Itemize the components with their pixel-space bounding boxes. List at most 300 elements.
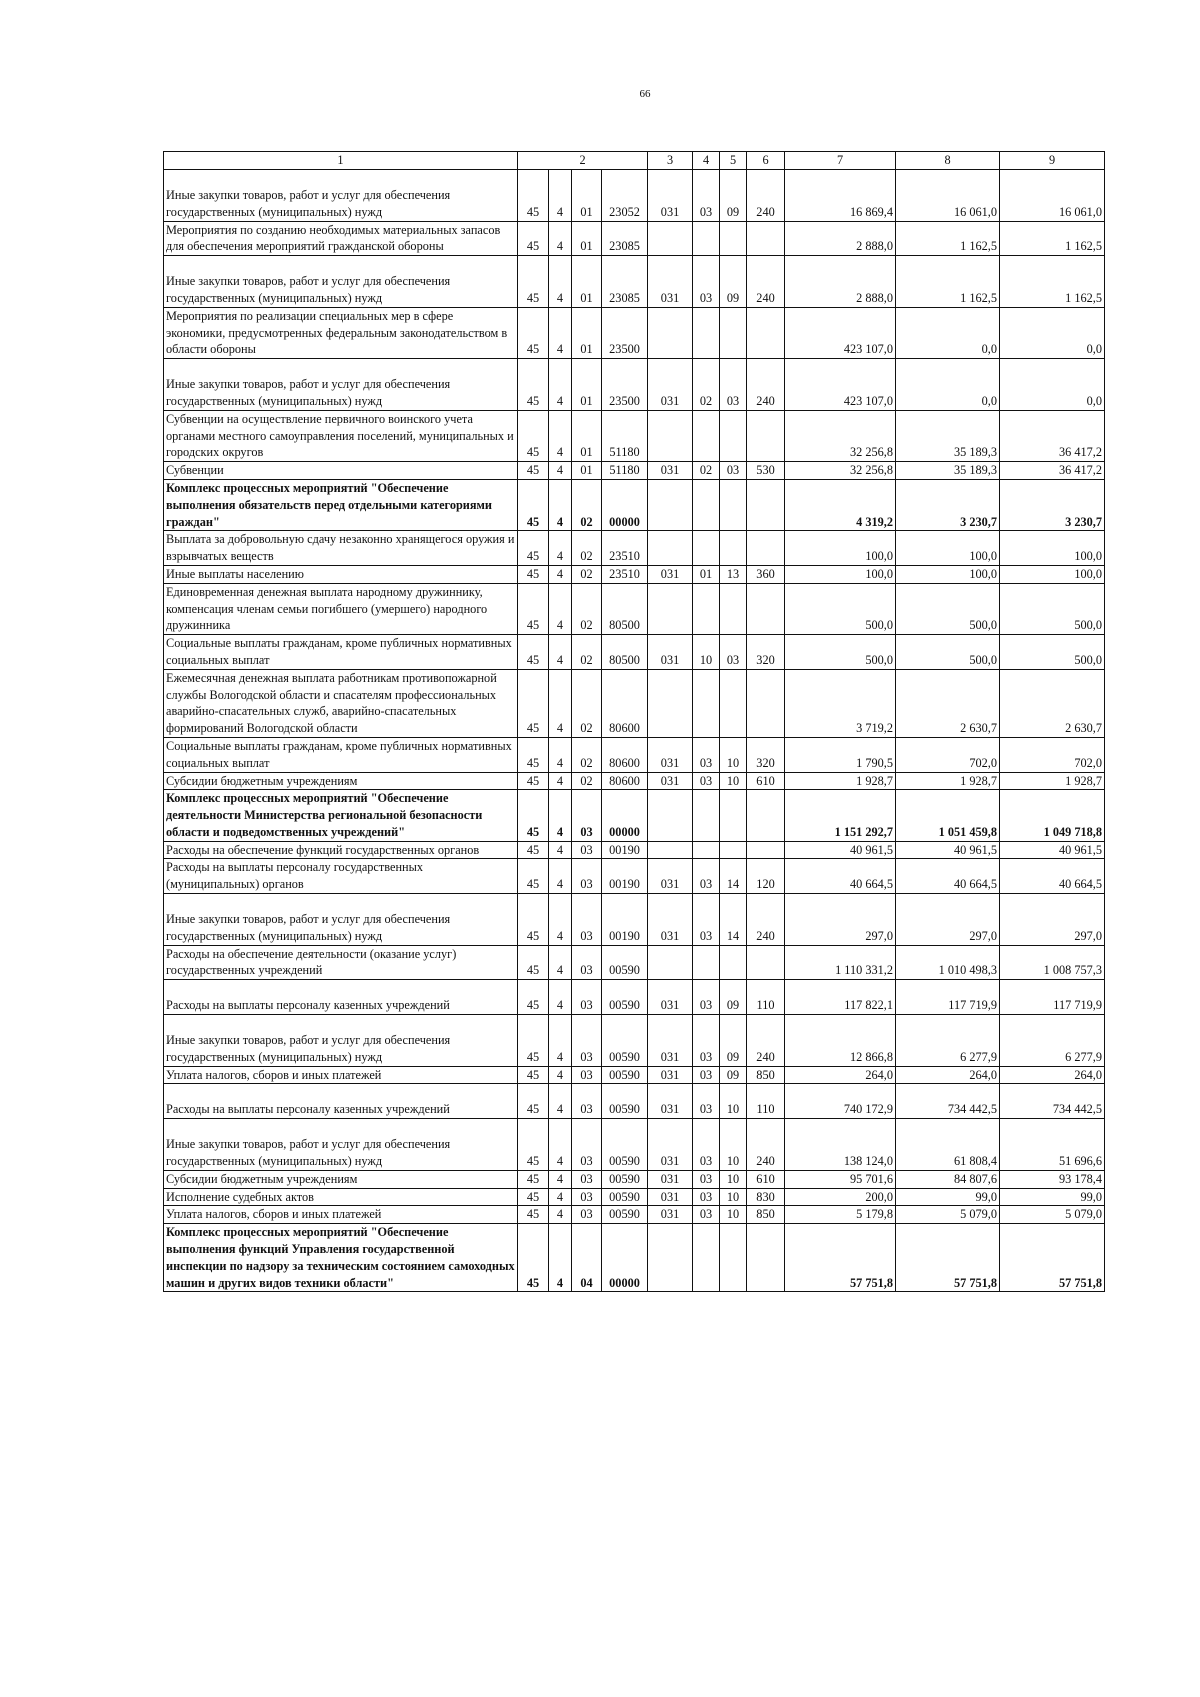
row-name: Иные закупки товаров, работ и услуг для обеспечения государственных (муниципальных) нужд [164,359,518,411]
row-name: Субвенции на осуществление первичного воинского учета органами местного самоуправления поселений, муниципальных и городских округов [164,410,518,461]
code-part-1: 45 [518,221,549,256]
amount-col-9: 3 230,7 [1000,479,1105,530]
amount-col-9: 702,0 [1000,737,1105,772]
subsection-code [720,307,747,358]
code-part-4: 00590 [602,1066,648,1084]
code-part-4: 80600 [602,737,648,772]
amount-col-8: 500,0 [896,583,1000,634]
expense-type-code: 530 [747,462,785,480]
row-name: Единовременная денежная выплата народному дружиннику, компенсация членам семьи погибшего (умершего) народного дружинника [164,583,518,634]
amount-col-8: 1 010 498,3 [896,945,1000,980]
section-code: 10 [693,635,720,670]
table-row [164,737,1105,772]
amount-col-8: 702,0 [896,737,1000,772]
expense-type-code: 360 [747,565,785,583]
header-cell: 2 [518,152,648,170]
amount-col-8: 264,0 [896,1066,1000,1084]
code-part-1: 45 [518,170,549,222]
amount-col-8: 99,0 [896,1188,1000,1206]
amount-col-7: 4 319,2 [785,479,896,530]
code-part-2: 4 [549,565,572,583]
code-part-2: 4 [549,737,572,772]
table-row [164,256,1105,308]
expense-type-code: 610 [747,772,785,790]
code-part-3: 03 [572,790,602,841]
code-part-2: 4 [549,462,572,480]
row-name: Субсидии бюджетным учреждениям [164,772,518,790]
code-part-4: 23500 [602,307,648,358]
code-part-2: 4 [549,359,572,411]
code-part-1: 45 [518,772,549,790]
subsection-code [720,583,747,634]
code-part-1: 45 [518,980,549,1015]
amount-col-9: 1 049 718,8 [1000,790,1105,841]
row-name: Расходы на выплаты персоналу государственных (муниципальных) органов [164,859,518,894]
code-part-1: 45 [518,479,549,530]
amount-col-8: 117 719,9 [896,980,1000,1015]
table-header-row [164,152,1105,170]
amount-col-7: 100,0 [785,565,896,583]
subsection-code [720,841,747,859]
row-name: Иные закупки товаров, работ и услуг для обеспечения государственных (муниципальных) нужд [164,170,518,222]
code-part-2: 4 [549,859,572,894]
ministry-code: 031 [648,462,693,480]
subsection-code [720,790,747,841]
amount-col-8: 3 230,7 [896,479,1000,530]
amount-col-9: 0,0 [1000,359,1105,411]
code-part-4: 00000 [602,1224,648,1292]
amount-col-9: 36 417,2 [1000,462,1105,480]
amount-col-8: 0,0 [896,359,1000,411]
subsection-code: 10 [720,772,747,790]
table-row [164,583,1105,634]
amount-col-7: 500,0 [785,583,896,634]
row-name: Мероприятия по созданию необходимых материальных запасов для обеспечения мероприятий гражданской обороны [164,221,518,256]
expense-type-code: 240 [747,256,785,308]
expense-type-code: 610 [747,1170,785,1188]
amount-col-7: 264,0 [785,1066,896,1084]
row-name: Комплекс процессных мероприятий "Обеспечение выполнения функций Управления государственной инспекции по надзору за техническим состоянием самоходных машин и других видов техники области" [164,1224,518,1292]
expense-type-code [747,410,785,461]
subsection-code [720,479,747,530]
section-code: 03 [693,1188,720,1206]
amount-col-7: 423 107,0 [785,307,896,358]
amount-col-7: 3 719,2 [785,669,896,737]
code-part-3: 01 [572,170,602,222]
row-name: Мероприятия по реализации специальных мер в сфере экономики, предусмотренных федеральным законодательством в области обороны [164,307,518,358]
amount-col-8: 40 961,5 [896,841,1000,859]
code-part-2: 4 [549,1084,572,1119]
amount-col-9: 100,0 [1000,565,1105,583]
section-code [693,790,720,841]
subsection-code [720,669,747,737]
code-part-4: 00190 [602,894,648,946]
section-code: 03 [693,256,720,308]
amount-col-7: 95 701,6 [785,1170,896,1188]
subsection-code: 09 [720,1015,747,1067]
row-name: Ежемесячная денежная выплата работникам противопожарной службы Вологодской области и спасателям профессиональных аварийно-спасательных служб, аварийно-спасательных формирований Вологодской области [164,669,518,737]
amount-col-8: 1 928,7 [896,772,1000,790]
amount-col-8: 100,0 [896,531,1000,566]
code-part-4: 00590 [602,1188,648,1206]
row-name: Социальные выплаты гражданам, кроме публичных нормативных социальных выплат [164,737,518,772]
ministry-code: 031 [648,256,693,308]
expense-type-code: 830 [747,1188,785,1206]
ministry-code: 031 [648,1188,693,1206]
expense-type-code: 240 [747,170,785,222]
ministry-code: 031 [648,1015,693,1067]
code-part-2: 4 [549,1066,572,1084]
code-part-3: 03 [572,1084,602,1119]
header-cell: 1 [164,152,518,170]
section-code [693,531,720,566]
ministry-code [648,221,693,256]
code-part-4: 23510 [602,565,648,583]
amount-col-9: 51 696,6 [1000,1119,1105,1171]
code-part-2: 4 [549,1224,572,1292]
table-row [164,894,1105,946]
expense-type-code [747,669,785,737]
expense-type-code: 110 [747,1084,785,1119]
code-part-4: 80500 [602,635,648,670]
section-code: 03 [693,1084,720,1119]
section-code: 03 [693,772,720,790]
amount-col-8: 6 277,9 [896,1015,1000,1067]
ministry-code [648,479,693,530]
ministry-code: 031 [648,359,693,411]
row-name: Иные закупки товаров, работ и услуг для обеспечения государственных (муниципальных) нужд [164,1119,518,1171]
code-part-4: 00590 [602,1206,648,1224]
amount-col-7: 297,0 [785,894,896,946]
code-part-3: 03 [572,1206,602,1224]
ministry-code: 031 [648,1170,693,1188]
amount-col-7: 32 256,8 [785,410,896,461]
row-name: Комплекс процессных мероприятий "Обеспечение деятельности Министерства региональной безопасности области и подведомственных учреждений" [164,790,518,841]
row-name: Иные выплаты населению [164,565,518,583]
table-row [164,531,1105,566]
table-row [164,307,1105,358]
code-part-2: 4 [549,1170,572,1188]
header-cell: 5 [720,152,747,170]
row-name: Уплата налогов, сборов и иных платежей [164,1206,518,1224]
expense-type-code [747,531,785,566]
ministry-code [648,531,693,566]
ministry-code: 031 [648,859,693,894]
code-part-3: 02 [572,565,602,583]
section-code: 02 [693,462,720,480]
amount-col-9: 500,0 [1000,583,1105,634]
amount-col-9: 0,0 [1000,307,1105,358]
table-row [164,410,1105,461]
expense-type-code: 850 [747,1206,785,1224]
amount-col-7: 138 124,0 [785,1119,896,1171]
expense-type-code: 240 [747,359,785,411]
amount-col-7: 12 866,8 [785,1015,896,1067]
amount-col-7: 57 751,8 [785,1224,896,1292]
amount-col-8: 500,0 [896,635,1000,670]
amount-col-9: 6 277,9 [1000,1015,1105,1067]
amount-col-9: 93 178,4 [1000,1170,1105,1188]
code-part-2: 4 [549,980,572,1015]
code-part-2: 4 [549,635,572,670]
subsection-code: 03 [720,462,747,480]
amount-col-9: 57 751,8 [1000,1224,1105,1292]
code-part-1: 45 [518,565,549,583]
amount-col-8: 35 189,3 [896,410,1000,461]
row-name: Иные закупки товаров, работ и услуг для обеспечения государственных (муниципальных) нужд [164,1015,518,1067]
section-code: 03 [693,1015,720,1067]
expense-type-code: 240 [747,894,785,946]
code-part-3: 03 [572,894,602,946]
table-row [164,221,1105,256]
code-part-4: 23052 [602,170,648,222]
code-part-3: 02 [572,669,602,737]
code-part-3: 02 [572,772,602,790]
code-part-2: 4 [549,772,572,790]
expense-type-code [747,307,785,358]
header-cell: 6 [747,152,785,170]
table-row [164,945,1105,980]
subsection-code [720,531,747,566]
subsection-code: 09 [720,170,747,222]
amount-col-7: 423 107,0 [785,359,896,411]
code-part-1: 45 [518,1084,549,1119]
expense-type-code [747,221,785,256]
ministry-code: 031 [648,737,693,772]
expense-type-code: 850 [747,1066,785,1084]
code-part-1: 45 [518,841,549,859]
code-part-2: 4 [549,790,572,841]
code-part-4: 23085 [602,221,648,256]
code-part-2: 4 [549,841,572,859]
code-part-4: 00590 [602,1015,648,1067]
amount-col-9: 297,0 [1000,894,1105,946]
code-part-4: 00590 [602,980,648,1015]
ministry-code [648,790,693,841]
row-name: Комплекс процессных мероприятий "Обеспечение выполнения обязательств перед отдельными категориями граждан" [164,479,518,530]
code-part-2: 4 [549,669,572,737]
row-name: Расходы на обеспечение деятельности (оказание услуг) государственных учреждений [164,945,518,980]
code-part-3: 03 [572,1188,602,1206]
ministry-code: 031 [648,980,693,1015]
subsection-code: 03 [720,635,747,670]
ministry-code: 031 [648,1206,693,1224]
code-part-3: 01 [572,307,602,358]
table-row [164,1224,1105,1292]
subsection-code: 09 [720,980,747,1015]
code-part-2: 4 [549,170,572,222]
code-part-4: 23510 [602,531,648,566]
amount-col-8: 5 079,0 [896,1206,1000,1224]
code-part-4: 00000 [602,479,648,530]
section-code [693,945,720,980]
code-part-3: 01 [572,221,602,256]
table-row [164,635,1105,670]
expense-type-code: 320 [747,737,785,772]
code-part-1: 45 [518,894,549,946]
amount-col-8: 2 630,7 [896,669,1000,737]
header-cell: 4 [693,152,720,170]
ministry-code: 031 [648,894,693,946]
code-part-2: 4 [549,410,572,461]
section-code: 03 [693,1170,720,1188]
code-part-3: 01 [572,462,602,480]
subsection-code: 10 [720,1188,747,1206]
amount-col-9: 99,0 [1000,1188,1105,1206]
amount-col-7: 1 928,7 [785,772,896,790]
code-part-3: 04 [572,1224,602,1292]
code-part-3: 03 [572,859,602,894]
table-row [164,841,1105,859]
amount-col-9: 40 961,5 [1000,841,1105,859]
amount-col-9: 1 162,5 [1000,256,1105,308]
code-part-3: 03 [572,841,602,859]
page-number: 66 [639,88,651,100]
amount-col-7: 40 961,5 [785,841,896,859]
row-name: Расходы на обеспечение функций государственных органов [164,841,518,859]
code-part-3: 01 [572,256,602,308]
code-part-1: 45 [518,790,549,841]
row-name: Иные закупки товаров, работ и услуг для обеспечения государственных (муниципальных) нужд [164,894,518,946]
expense-type-code: 240 [747,1119,785,1171]
code-part-2: 4 [549,583,572,634]
code-part-1: 45 [518,1224,549,1292]
table-row [164,1066,1105,1084]
code-part-4: 00590 [602,1170,648,1188]
code-part-2: 4 [549,307,572,358]
section-code: 03 [693,1206,720,1224]
code-part-3: 03 [572,980,602,1015]
amount-col-8: 0,0 [896,307,1000,358]
expense-type-code [747,790,785,841]
code-part-1: 45 [518,945,549,980]
section-code [693,841,720,859]
expense-type-code: 120 [747,859,785,894]
subsection-code: 03 [720,359,747,411]
row-name: Расходы на выплаты персоналу казенных учреждений [164,980,518,1015]
header-cell: 8 [896,152,1000,170]
table-body [164,170,1105,1292]
ministry-code: 031 [648,170,693,222]
code-part-3: 02 [572,583,602,634]
table-row [164,859,1105,894]
code-part-2: 4 [549,1188,572,1206]
amount-col-7: 1 151 292,7 [785,790,896,841]
code-part-4: 00190 [602,859,648,894]
table-row [164,170,1105,222]
code-part-1: 45 [518,1170,549,1188]
table-row [164,1084,1105,1119]
ministry-code [648,669,693,737]
subsection-code: 10 [720,1206,747,1224]
section-code: 03 [693,859,720,894]
subsection-code: 13 [720,565,747,583]
code-part-1: 45 [518,1119,549,1171]
code-part-1: 45 [518,737,549,772]
subsection-code: 10 [720,1084,747,1119]
amount-col-8: 16 061,0 [896,170,1000,222]
amount-col-8: 1 051 459,8 [896,790,1000,841]
amount-col-7: 40 664,5 [785,859,896,894]
code-part-2: 4 [549,1206,572,1224]
section-code [693,583,720,634]
subsection-code: 14 [720,894,747,946]
amount-col-9: 40 664,5 [1000,859,1105,894]
ministry-code [648,945,693,980]
code-part-3: 03 [572,1015,602,1067]
amount-col-8: 61 808,4 [896,1119,1000,1171]
table-row [164,1015,1105,1067]
section-code [693,479,720,530]
amount-col-9: 100,0 [1000,531,1105,566]
code-part-2: 4 [549,531,572,566]
amount-col-8: 35 189,3 [896,462,1000,480]
amount-col-7: 32 256,8 [785,462,896,480]
code-part-1: 45 [518,359,549,411]
code-part-1: 45 [518,307,549,358]
code-part-1: 45 [518,462,549,480]
amount-col-8: 84 807,6 [896,1170,1000,1188]
section-code [693,410,720,461]
subsection-code [720,221,747,256]
budget-table [163,151,1105,1292]
code-part-2: 4 [549,221,572,256]
amount-col-7: 1 110 331,2 [785,945,896,980]
subsection-code [720,945,747,980]
subsection-code: 10 [720,1119,747,1171]
table-row [164,772,1105,790]
amount-col-7: 740 172,9 [785,1084,896,1119]
code-part-3: 01 [572,359,602,411]
amount-col-9: 1 928,7 [1000,772,1105,790]
code-part-4: 00590 [602,1119,648,1171]
table-row [164,462,1105,480]
section-code: 03 [693,980,720,1015]
code-part-1: 45 [518,410,549,461]
subsection-code [720,410,747,461]
code-part-2: 4 [549,256,572,308]
code-part-1: 45 [518,1015,549,1067]
amount-col-9: 5 079,0 [1000,1206,1105,1224]
ministry-code [648,1224,693,1292]
code-part-4: 51180 [602,462,648,480]
expense-type-code: 240 [747,1015,785,1067]
section-code [693,221,720,256]
row-name: Субвенции [164,462,518,480]
code-part-2: 4 [549,1015,572,1067]
section-code [693,307,720,358]
code-part-4: 80600 [602,669,648,737]
header-cell: 7 [785,152,896,170]
section-code: 03 [693,737,720,772]
code-part-4: 51180 [602,410,648,461]
row-name: Иные закупки товаров, работ и услуг для обеспечения государственных (муниципальных) нужд [164,256,518,308]
code-part-1: 45 [518,256,549,308]
code-part-3: 02 [572,479,602,530]
code-part-1: 45 [518,1066,549,1084]
code-part-1: 45 [518,669,549,737]
row-name: Исполнение судебных актов [164,1188,518,1206]
amount-col-8: 40 664,5 [896,859,1000,894]
ministry-code [648,841,693,859]
ministry-code: 031 [648,565,693,583]
expense-type-code: 320 [747,635,785,670]
code-part-3: 02 [572,737,602,772]
subsection-code: 10 [720,737,747,772]
code-part-4: 00590 [602,1084,648,1119]
amount-col-9: 16 061,0 [1000,170,1105,222]
code-part-4: 80500 [602,583,648,634]
